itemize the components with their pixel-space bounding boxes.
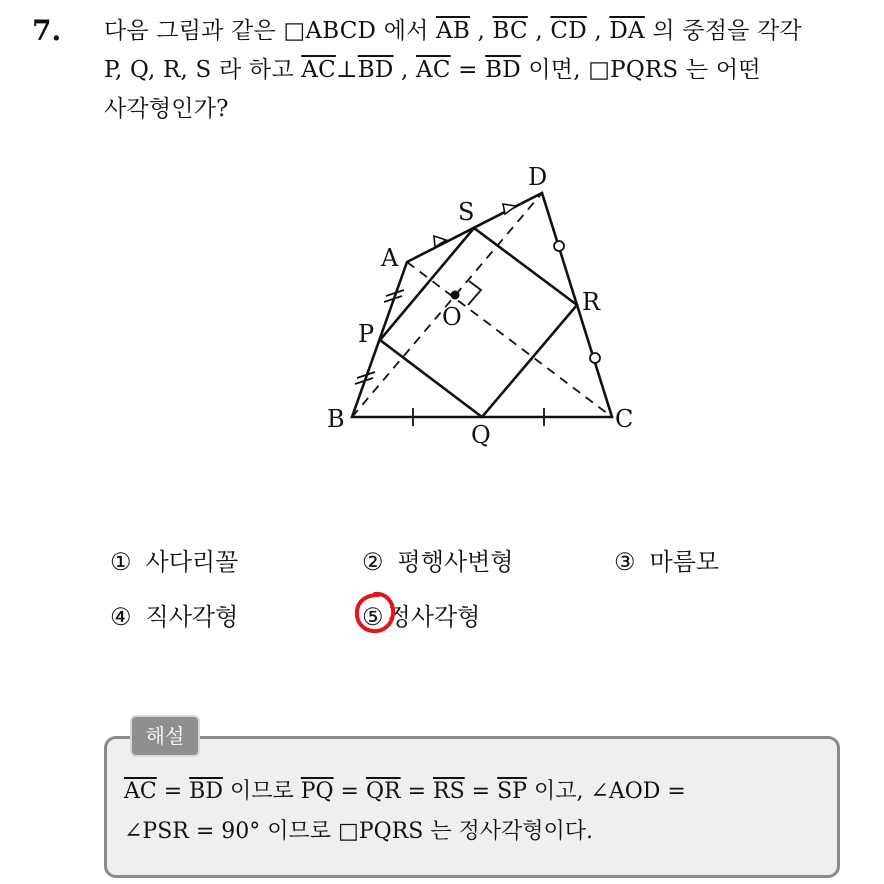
text-fragment: □ABCD — [283, 18, 377, 44]
text-fragment: 이므로 — [222, 779, 301, 804]
choice-mark: ④ — [110, 603, 132, 631]
text-fragment: □PQRS — [588, 57, 679, 83]
segment-ac: $\overline{AC}$ — [301, 57, 336, 83]
label-o: O — [442, 303, 462, 331]
text-fragment: 사각형인가? — [104, 96, 229, 122]
equals: = — [464, 779, 498, 804]
choice-label: 정사각형 — [387, 603, 481, 631]
segment-bc: $\overline{BC}$ — [492, 18, 528, 44]
explanation-tag: 해설 — [130, 715, 200, 757]
question-text — [104, 12, 864, 129]
text-fragment: 의 중점을 각각 — [644, 18, 802, 44]
explanation-line-2: ∠PSR = 90° 이므로 □PQRS 는 정사각형이다. — [124, 819, 594, 844]
mark-da — [503, 204, 516, 214]
segment-sp: $\overline{SP}$ — [497, 779, 527, 804]
quad-abcd — [352, 193, 612, 417]
text-fragment: 다음 그림과 같은 — [104, 18, 284, 44]
label-c: C — [615, 405, 634, 433]
segment-ac: $\overline{AC}$ — [124, 779, 157, 804]
label-b: B — [327, 405, 345, 433]
label-q: Q — [471, 421, 491, 449]
choice-label: 마름모 — [649, 548, 720, 576]
choice-label: 직사각형 — [145, 603, 239, 631]
segment-cd: $\overline{CD}$ — [550, 18, 587, 44]
right-angle-mark — [468, 281, 481, 305]
answer-circle-mark — [352, 590, 398, 636]
choice-label: 사다리꼴 — [145, 548, 239, 576]
label-s: S — [458, 198, 475, 226]
point-o — [451, 291, 460, 300]
segment-bd: $\overline{BD}$ — [357, 57, 394, 83]
mark-cd — [590, 353, 600, 363]
comma: , — [586, 18, 610, 44]
text-fragment: 에서 — [376, 18, 437, 44]
segment-bd: $\overline{BD}$ — [485, 57, 521, 83]
text-fragment: 이면, — [520, 57, 589, 83]
segment-bd: $\overline{BD}$ — [189, 779, 223, 804]
perp-symbol: ⊥ — [335, 57, 358, 83]
segment-qr: $\overline{QR}$ — [365, 779, 401, 804]
segment-rs: $\overline{RS}$ — [433, 779, 465, 804]
choice-2[interactable] — [362, 542, 513, 577]
choice-1[interactable] — [110, 542, 238, 577]
label-d: D — [528, 163, 548, 191]
segment-ab: $\overline{AB}$ — [436, 18, 470, 44]
choice-mark: ③ — [614, 548, 636, 576]
choice-3[interactable] — [614, 542, 719, 577]
equals: = — [450, 57, 486, 83]
choice-label: 평행사변형 — [397, 548, 514, 576]
comma: , — [393, 57, 417, 83]
equals: = — [333, 779, 366, 804]
quad-pqrs — [380, 228, 577, 417]
label-r: R — [582, 288, 601, 316]
equals: = — [400, 779, 434, 804]
label-a: A — [381, 244, 399, 272]
comma: , — [469, 18, 493, 44]
choice-mark: ① — [110, 548, 132, 576]
explanation-box — [104, 736, 840, 878]
equals: = — [156, 779, 190, 804]
text-fragment: 는 어떤 — [678, 57, 761, 83]
choice-mark: ② — [362, 548, 384, 576]
mark-cd — [554, 241, 564, 251]
diagonal-ac — [407, 262, 612, 417]
choice-4[interactable] — [110, 597, 238, 632]
text-fragment: P, Q, R, S 라 하고 — [104, 57, 302, 83]
segment-pq: $\overline{PQ}$ — [300, 779, 334, 804]
quadrilateral-figure — [300, 155, 660, 465]
question-number: 7. — [32, 14, 62, 47]
label-p: P — [358, 320, 375, 348]
choice-mark: ⑤ — [362, 603, 384, 631]
text-fragment: 이고, ∠AOD = — [526, 779, 686, 804]
segment-da: $\overline{DA}$ — [609, 18, 645, 44]
segment-ac: $\overline{AC}$ — [416, 57, 451, 83]
comma: , — [527, 18, 551, 44]
explanation-line-1 — [124, 774, 686, 805]
